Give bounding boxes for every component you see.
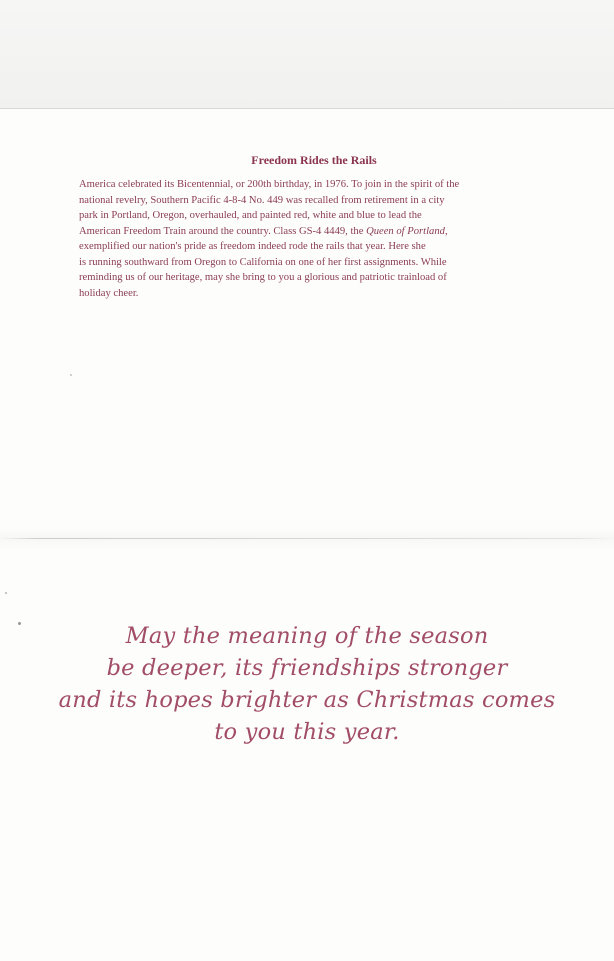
inside-story bbox=[79, 152, 549, 301]
story-line: national revelry, Southern Pacific 4-8-4 No. 449 was recalled from retirement in a city bbox=[79, 194, 445, 206]
story-line-text: American Freedom Train around the country. Class GS-4 4449, the bbox=[79, 225, 364, 237]
punctuation: , bbox=[444, 225, 448, 237]
story-line: holiday cheer. bbox=[79, 287, 139, 299]
greeting-line: to you this year. bbox=[214, 719, 400, 745]
scan-background-top bbox=[0, 0, 614, 108]
greeting-line: be deeper, its friendships stronger bbox=[106, 655, 508, 681]
story-title: Freedom Rides the Rails bbox=[251, 153, 377, 167]
story-line: exemplified our nation's pride as freedom indeed rode the rails that year. Here she bbox=[79, 241, 426, 252]
story-line bbox=[79, 224, 549, 240]
locomotive-name: Queen of Portland bbox=[366, 225, 445, 237]
card-fold-line bbox=[0, 538, 614, 539]
paper-speck bbox=[70, 374, 72, 376]
holiday-greeting bbox=[0, 620, 614, 748]
paper-speck bbox=[5, 592, 7, 594]
story-line: reminding us of our heritage, may she bring to you a glorious and patriotic trainload of bbox=[79, 272, 447, 283]
story-body bbox=[79, 177, 549, 301]
story-line: is running southward from Oregon to California on one of her first assignments. While bbox=[79, 256, 447, 268]
story-line: park in Portland, Oregon, overhauled, and painted red, white and blue to lead the bbox=[79, 210, 422, 221]
greeting-line: May the meaning of the season bbox=[125, 623, 489, 649]
card-fold-shadow bbox=[0, 528, 614, 550]
greeting-line: and its hopes brighter as Christmas comes bbox=[58, 687, 556, 713]
story-line: America celebrated its Bicentennial, or 200th birthday, in 1976. To join in the spirit of the bbox=[79, 179, 460, 190]
